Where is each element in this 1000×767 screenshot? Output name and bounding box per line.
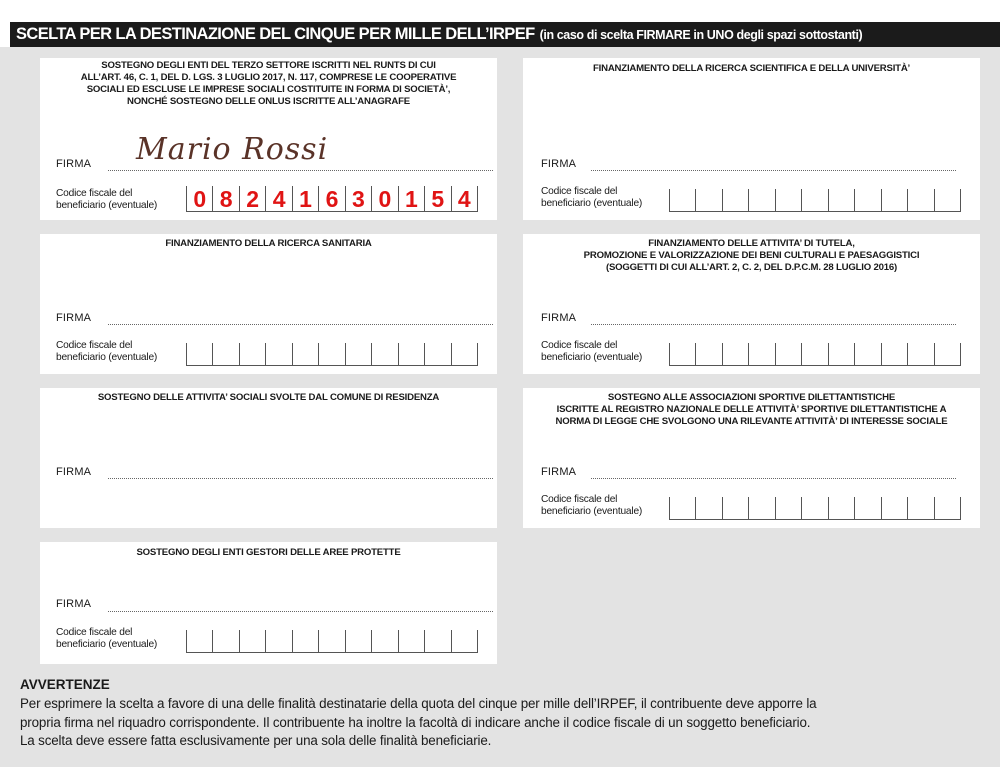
cf-cell bbox=[881, 189, 907, 211]
cf-cell bbox=[292, 630, 318, 652]
cf-cell bbox=[801, 497, 827, 519]
cf-cell bbox=[828, 497, 854, 519]
cf-digit: 0 bbox=[378, 186, 392, 212]
header-bar bbox=[10, 22, 1000, 47]
codice-fiscale-label bbox=[56, 188, 157, 212]
box-title-line: NONCHÉ SOSTEGNO DELLE ONLUS ISCRITTE ALL’ANAGRAFE bbox=[127, 96, 410, 107]
box-ricerca-sanitaria bbox=[40, 234, 497, 374]
cf-cell bbox=[695, 497, 721, 519]
cf-cell bbox=[907, 343, 933, 365]
codice-fiscale-field[interactable] bbox=[186, 186, 478, 212]
codice-fiscale-label bbox=[541, 186, 642, 210]
box-title-line: FINANZIAMENTO DELLA RICERCA SCIENTIFICA E DELLA UNIVERSITÀ’ bbox=[592, 63, 911, 74]
cf-label-line: Codice fiscale del bbox=[56, 627, 133, 638]
codice-fiscale-field[interactable] bbox=[669, 497, 961, 520]
box-aree-protette bbox=[40, 542, 497, 664]
box-title-line: SOSTEGNO ALLE ASSOCIAZIONI SPORTIVE DILETTANTISTICHE bbox=[607, 392, 896, 403]
box-title-line: FINANZIAMENTO DELLA RICERCA SANITARIA bbox=[165, 238, 372, 249]
box-terzo-settore bbox=[40, 58, 497, 220]
signature-line[interactable] bbox=[108, 324, 493, 325]
cf-digit: 6 bbox=[325, 186, 339, 212]
cf-label-line: Codice fiscale del bbox=[541, 340, 618, 351]
cf-cell bbox=[345, 186, 371, 211]
cf-digit: 4 bbox=[457, 186, 471, 212]
cf-cell bbox=[695, 343, 721, 365]
box-title-line: (SOGGETTI DI CUI ALL’ART. 2, C. 2, DEL D.P.C.M. 28 LUGLIO 2016) bbox=[605, 262, 898, 273]
cf-label-line: Codice fiscale del bbox=[541, 186, 618, 197]
box-title-line: SOSTEGNO DELLE ATTIVITA’ SOCIALI SVOLTE DAL COMUNE DI RESIDENZA bbox=[97, 392, 440, 403]
codice-fiscale-label bbox=[541, 494, 642, 518]
cf-cell bbox=[186, 186, 212, 211]
box-title-line: SOSTEGNO DEGLI ENTI DEL TERZO SETTORE ISCRITTI NEL RUNTS DI CUI bbox=[101, 60, 436, 71]
cf-cell bbox=[371, 630, 397, 652]
warning-line: La scelta deve essere fatta esclusivamente per una sola delle finalità beneficiarie. bbox=[20, 733, 492, 748]
cf-cell bbox=[212, 343, 238, 365]
cf-label-line: Codice fiscale del bbox=[541, 494, 618, 505]
firma-label: FIRMA bbox=[56, 598, 92, 610]
cf-cell bbox=[801, 189, 827, 211]
cf-cell bbox=[345, 630, 371, 652]
box-title bbox=[523, 392, 980, 428]
firma-label: FIRMA bbox=[541, 312, 577, 324]
cf-label-line: beneficiario (eventuale) bbox=[56, 639, 158, 650]
cf-cell bbox=[854, 497, 880, 519]
cf-cell bbox=[722, 497, 748, 519]
cf-cell bbox=[854, 343, 880, 365]
signature: Mario Rossi bbox=[136, 132, 329, 167]
cf-cell bbox=[451, 630, 478, 652]
cf-cell bbox=[881, 343, 907, 365]
cf-label-line: beneficiario (eventuale) bbox=[541, 198, 643, 209]
cf-digit: 0 bbox=[193, 186, 207, 212]
cf-cell bbox=[318, 630, 344, 652]
box-associazioni-sportive bbox=[523, 388, 980, 528]
signature-line[interactable] bbox=[108, 478, 493, 479]
cf-cell bbox=[345, 343, 371, 365]
cf-cell bbox=[695, 189, 721, 211]
cf-cell bbox=[748, 343, 774, 365]
cf-cell bbox=[451, 343, 478, 365]
box-title bbox=[40, 547, 497, 559]
cf-cell bbox=[424, 186, 450, 211]
cf-cell bbox=[318, 186, 344, 211]
form-header bbox=[0, 0, 1000, 47]
codice-fiscale-label bbox=[56, 627, 157, 651]
cf-cell bbox=[669, 343, 695, 365]
cf-digit: 1 bbox=[299, 186, 312, 212]
cf-cell bbox=[398, 186, 424, 211]
cf-label-line: beneficiario (eventuale) bbox=[541, 506, 643, 517]
cf-cell bbox=[239, 343, 265, 365]
cf-cell bbox=[748, 189, 774, 211]
codice-fiscale-field[interactable] bbox=[669, 189, 961, 212]
cf-cell bbox=[292, 186, 318, 211]
box-title bbox=[40, 238, 497, 250]
codice-fiscale-field[interactable] bbox=[186, 630, 478, 653]
cf-label-line: Codice fiscale del bbox=[56, 340, 133, 351]
signature-line[interactable] bbox=[591, 324, 956, 325]
box-title bbox=[40, 392, 497, 404]
cf-cell bbox=[239, 186, 265, 211]
form-instruction: (in caso di scelta FIRMARE in UNO degli spazi sottostanti) bbox=[539, 27, 863, 42]
codice-fiscale-field[interactable] bbox=[669, 343, 961, 366]
box-title-line: ISCRITTE AL REGISTRO NAZIONALE DELLE ATTIVITÀ’ SPORTIVE DILETTANTISTICHE A bbox=[556, 404, 947, 415]
warning-line: propria firma nel riquadro corrispondente. Il contribuente ha inoltre la facoltà di indicare anche il codice fiscale di un soggetto beneficiario. bbox=[20, 714, 811, 730]
cf-cell bbox=[318, 343, 344, 365]
cf-cell bbox=[934, 343, 961, 365]
cf-cell bbox=[669, 189, 695, 211]
cf-cell bbox=[265, 343, 291, 365]
cf-cell bbox=[186, 630, 212, 652]
cf-cell bbox=[371, 343, 397, 365]
firma-label: FIRMA bbox=[56, 466, 92, 478]
cf-digit: 2 bbox=[246, 186, 260, 212]
cf-cell bbox=[934, 497, 961, 519]
box-title-line: ALL’ART. 46, C. 1, DEL D. LGS. 3 LUGLIO 2017, N. 117, COMPRESE LE COOPERATIVE bbox=[80, 72, 457, 83]
signature-line[interactable] bbox=[108, 611, 493, 612]
box-title bbox=[523, 238, 980, 274]
warning-line: Per esprimere la scelta a favore di una delle finalità destinatarie della quota del cinque per mille dell’IRPEF, il contribuente deve apporre la bbox=[20, 696, 817, 711]
box-title-line: SOCIALI ED ESCLUSE LE IMPRESE SOCIALI COSTITUITE IN FORMA DI SOCIETÀ’, bbox=[86, 84, 451, 95]
cf-digit: 3 bbox=[352, 186, 365, 212]
cf-cell bbox=[775, 343, 801, 365]
box-title bbox=[523, 63, 980, 75]
cf-cell bbox=[398, 630, 424, 652]
box-title-line: FINANZIAMENTO DELLE ATTIVITA’ DI TUTELA, bbox=[648, 238, 855, 249]
cf-digit: 1 bbox=[404, 186, 418, 212]
cf-cell bbox=[239, 630, 265, 652]
box-beni-culturali bbox=[523, 234, 980, 374]
box-ricerca-scientifica bbox=[523, 58, 980, 220]
box-attivita-sociali bbox=[40, 388, 497, 528]
cf-cell bbox=[424, 343, 450, 365]
form-title: SCELTA PER LA DESTINAZIONE DEL CINQUE PER MILLE DELL’IRPEF bbox=[16, 25, 535, 43]
box-title-line: PROMOZIONE E VALORIZZAZIONE DEI BENI CULTURALI E PAESAGGISTICI bbox=[583, 250, 920, 261]
cf-digit: 8 bbox=[219, 186, 233, 212]
cf-label-line: beneficiario (eventuale) bbox=[56, 200, 158, 211]
cf-cell bbox=[424, 630, 450, 652]
cf-label-line: beneficiario (eventuale) bbox=[541, 352, 643, 363]
cf-cell bbox=[907, 497, 933, 519]
cf-cell bbox=[212, 186, 238, 211]
firma-label: FIRMA bbox=[56, 158, 92, 170]
cf-cell bbox=[907, 189, 933, 211]
cf-cell bbox=[265, 630, 291, 652]
cf-cell bbox=[722, 343, 748, 365]
cf-label-line: Codice fiscale del bbox=[56, 188, 133, 199]
cf-cell bbox=[828, 343, 854, 365]
cf-cell bbox=[186, 343, 212, 365]
cf-cell bbox=[212, 630, 238, 652]
signature-line[interactable] bbox=[591, 478, 956, 479]
warning-title: AVVERTENZE bbox=[20, 677, 110, 692]
cf-digit: 4 bbox=[272, 186, 286, 212]
cf-cell bbox=[451, 186, 478, 211]
signature-line[interactable] bbox=[108, 170, 493, 171]
firma-label: FIRMA bbox=[541, 158, 577, 170]
cf-cell bbox=[854, 189, 880, 211]
codice-fiscale-label bbox=[56, 340, 157, 364]
cf-cell bbox=[881, 497, 907, 519]
cf-cell bbox=[292, 343, 318, 365]
codice-fiscale-field[interactable] bbox=[186, 343, 478, 366]
cf-digit: 5 bbox=[431, 186, 445, 212]
cf-cell bbox=[371, 186, 397, 211]
cf-cell bbox=[398, 343, 424, 365]
warning-text bbox=[20, 695, 1000, 751]
box-title-line: SOSTEGNO DEGLI ENTI GESTORI DELLE AREE PROTETTE bbox=[136, 547, 401, 558]
cf-cell bbox=[775, 497, 801, 519]
signature-line[interactable] bbox=[591, 170, 956, 171]
cf-cell bbox=[722, 189, 748, 211]
cf-cell bbox=[669, 497, 695, 519]
box-title bbox=[40, 60, 497, 108]
box-title-line: NORMA DI LEGGE CHE SVOLGONO UNA RILEVANTE ATTIVITÀ’ DI INTERESSE SOCIALE bbox=[555, 416, 948, 427]
cf-cell bbox=[265, 186, 291, 211]
cf-cell bbox=[934, 189, 961, 211]
cf-label-line: beneficiario (eventuale) bbox=[56, 352, 158, 363]
cf-cell bbox=[801, 343, 827, 365]
codice-fiscale-label bbox=[541, 340, 642, 364]
cf-cell bbox=[748, 497, 774, 519]
cf-cell bbox=[775, 189, 801, 211]
cf-cell bbox=[828, 189, 854, 211]
firma-label: FIRMA bbox=[541, 466, 577, 478]
firma-label: FIRMA bbox=[56, 312, 92, 324]
